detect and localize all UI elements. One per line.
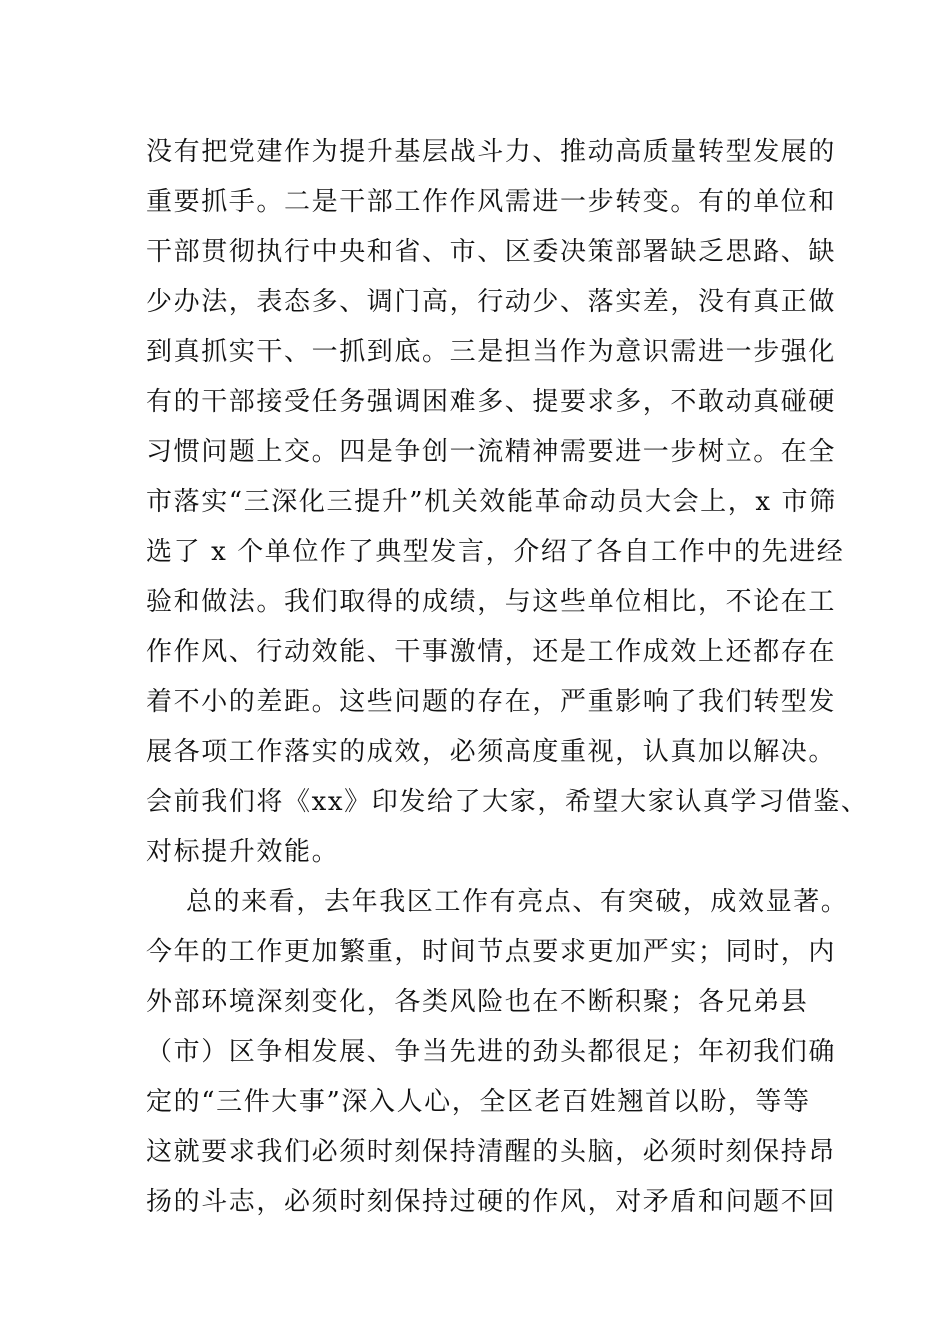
text-line: 扬的斗志，必须时刻保持过硬的作风，对矛盾和问题不回 bbox=[146, 1187, 837, 1217]
text-line: 会前我们将《xx》印发给了大家，希望大家认真学习借鉴、 bbox=[146, 787, 869, 817]
text-line: 今年的工作更加繁重，时间节点要求更加严实；同时，内 bbox=[146, 937, 837, 967]
text-line: 没有把党建作为提升基层战斗力、推动高质量转型发展的 bbox=[146, 137, 837, 167]
text-line: 干部贯彻执行中央和省、市、区委决策部署缺乏思路、缺 bbox=[146, 237, 837, 267]
paragraph-first-line: 总的来看，去年我区工作有亮点、有突破，成效显著。 bbox=[186, 887, 849, 917]
text-line: 外部环境深刻变化，各类风险也在不断积聚；各兄弟县 bbox=[146, 987, 809, 1017]
text-line: 展各项工作落实的成效，必须高度重视，认真加以解决。 bbox=[146, 737, 837, 767]
text-line: 有的干部接受任务强调困难多、提要求多，不敢动真碰硬 bbox=[146, 387, 837, 417]
text-line: 这就要求我们必须时刻保持清醒的头脑，必须时刻保持昂 bbox=[146, 1137, 837, 1167]
text-line: 少办法，表态多、调门高，行动少、落实差，没有真正做 bbox=[146, 287, 837, 317]
text-line: 着不小的差距。这些问题的存在，严重影响了我们转型发 bbox=[146, 687, 837, 717]
text-line: 市落实“三深化三提升”机关效能革命动员大会上，x 市筛 bbox=[146, 487, 837, 517]
text-line: 到真抓实干、一抓到底。三是担当作为意识需进一步强化 bbox=[146, 337, 837, 367]
text-line: 定的“三件大事”深入人心，全区老百姓翘首以盼，等等 bbox=[146, 1087, 811, 1117]
text-line: 对标提升效能。 bbox=[146, 837, 340, 867]
text-line: （市）区争相发展、争当先进的劲头都很足；年初我们确 bbox=[146, 1037, 837, 1067]
text-line: 习惯问题上交。四是争创一流精神需要进一步树立。在全 bbox=[146, 437, 837, 467]
text-line: 验和做法。我们取得的成绩，与这些单位相比，不论在工 bbox=[146, 587, 837, 617]
text-line: 选了 x 个单位作了典型发言，介绍了各自工作中的先进经 bbox=[146, 537, 845, 567]
text-line: 重要抓手。二是干部工作作风需进一步转变。有的单位和 bbox=[146, 187, 837, 217]
text-line: 作作风、行动效能、干事激情，还是工作成效上还都存在 bbox=[146, 637, 837, 667]
